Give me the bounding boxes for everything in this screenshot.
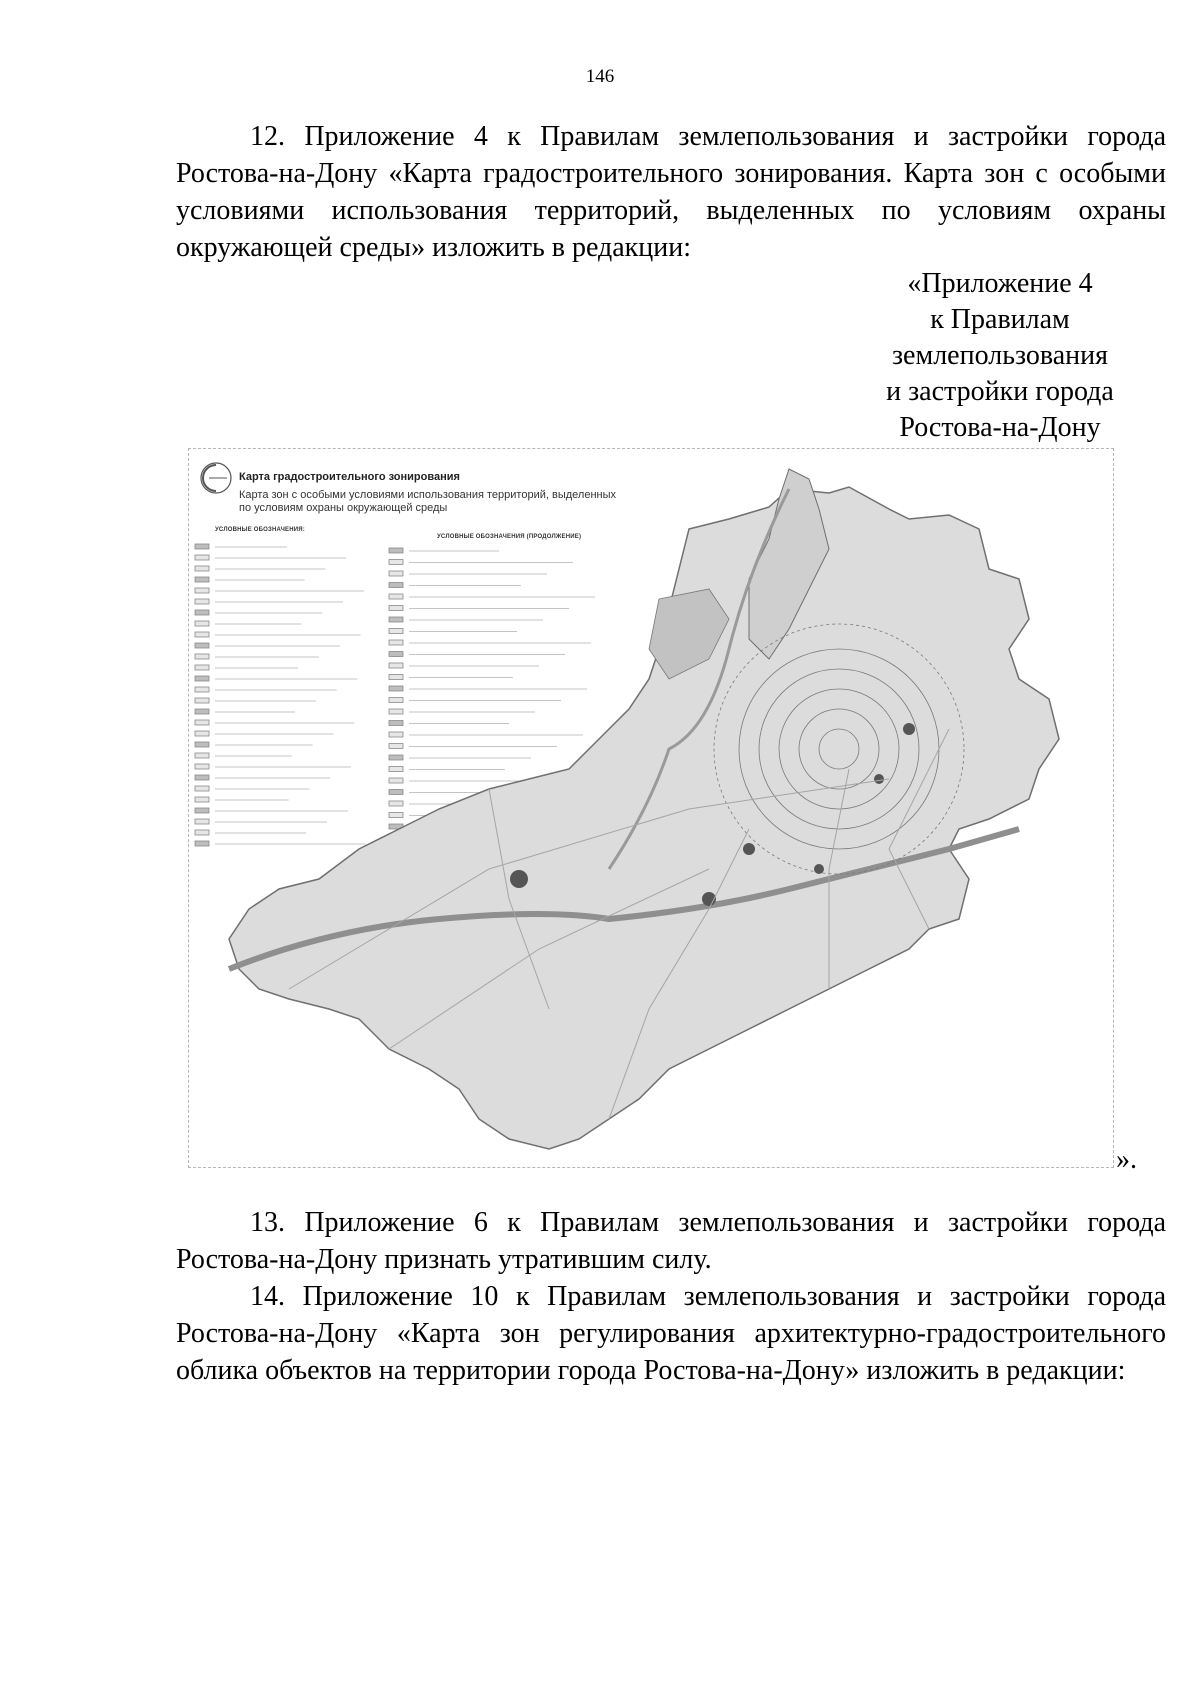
paragraph-13-text: Приложение 6 к Правилам землепользования и застройки города Ростова-на-Дону признать утратившим силу. <box>176 1207 1166 1275</box>
annex-header-line-3: землепользования <box>892 340 1108 371</box>
legend-swatch <box>389 640 403 645</box>
legend-swatch <box>389 571 403 576</box>
legend-swatch <box>195 797 209 802</box>
legend-swatch <box>195 720 209 725</box>
legend-swatch <box>389 594 403 599</box>
legend-swatch <box>195 577 209 582</box>
legend-swatch <box>195 786 209 791</box>
city-territory <box>229 487 1059 1149</box>
annex-header-line-1: «Приложение 4 <box>907 268 1093 299</box>
page-number: 146 <box>585 66 615 87</box>
legend-swatch <box>195 841 209 846</box>
map-drawing <box>189 449 1113 1167</box>
zoning-map-figure <box>188 448 1114 1168</box>
legend-swatch <box>195 621 209 626</box>
annex-header-line-4: и застройки города <box>886 376 1114 407</box>
legend-swatch <box>389 778 403 783</box>
legend-swatch <box>389 755 403 760</box>
legend-swatch <box>389 675 403 680</box>
annex-header-line-5: Ростова-на-Дону <box>899 412 1101 443</box>
legend-swatch <box>195 643 209 648</box>
map-subtitle: Карта зон с особыми условиями использования территорий, выделенных по условиям охраны окружающей среды <box>239 489 616 514</box>
legend-swatch <box>389 583 403 588</box>
legend-swatch <box>389 813 403 818</box>
legend-swatch <box>389 767 403 772</box>
legend-swatch <box>389 617 403 622</box>
legend-swatch <box>195 599 209 604</box>
legend-swatch <box>195 731 209 736</box>
legend-swatch <box>389 698 403 703</box>
legend-swatch <box>195 588 209 593</box>
annex-header <box>840 266 1160 446</box>
closing-quote: ». <box>1116 1144 1137 1175</box>
legend-swatch <box>389 686 403 691</box>
map-title: Карта градостроительного зонирования <box>239 471 460 483</box>
legend-swatch <box>389 709 403 714</box>
legend-swatch <box>195 665 209 670</box>
annex-header-line-2: к Правилам <box>930 304 1070 335</box>
legend-swatch <box>389 801 403 806</box>
paragraph-14-number: 14. <box>250 1281 285 1312</box>
legend-swatch <box>195 676 209 681</box>
legend-swatch <box>195 632 209 637</box>
paragraph-14 <box>176 1278 1166 1389</box>
legend-swatch <box>389 790 403 795</box>
legend-heading-1: УСЛОВНЫЕ ОБОЗНАЧЕНИЯ: <box>215 527 305 533</box>
legend-swatch <box>389 732 403 737</box>
legend-swatch <box>389 652 403 657</box>
legend-swatch <box>389 744 403 749</box>
legend-swatch <box>195 753 209 758</box>
legend-swatch <box>195 544 209 549</box>
legend-swatch <box>389 606 403 611</box>
legend-swatch <box>195 698 209 703</box>
paragraph-12-text: Приложение 4 к Правилам землепользования и застройки города Ростова-на-Дону «Карта градостроительного зонирования. Карта зон с особыми условиями использования территорий, выделенных по условиям охраны окружающей среды» изложить в редакции: <box>176 121 1166 263</box>
paragraph-12 <box>176 118 1166 266</box>
legend-swatch <box>195 775 209 780</box>
paragraph-14-text: Приложение 10 к Правилам землепользования и застройки города Ростова-на-Дону «Карта зон регулирования архитектурно-градостроительного облика объектов на территории города Ростова-на-Дону» изложить в редакции: <box>176 1281 1166 1386</box>
legend-swatch <box>195 566 209 571</box>
legend-swatch <box>195 654 209 659</box>
paragraph-13 <box>176 1204 1166 1278</box>
legend-swatch <box>389 721 403 726</box>
legend-heading-2: УСЛОВНЫЕ ОБОЗНАЧЕНИЯ (ПРОДОЛЖЕНИЕ) <box>437 534 582 540</box>
legend-swatch <box>195 709 209 714</box>
legend-swatch <box>389 663 403 668</box>
legend-swatch <box>389 548 403 553</box>
legend-swatch <box>195 555 209 560</box>
legend-swatch <box>195 742 209 747</box>
legend-swatch <box>195 819 209 824</box>
paragraph-12-number: 12. <box>250 121 285 152</box>
paragraph-13-number: 13. <box>250 1207 285 1238</box>
legend-swatch <box>389 629 403 634</box>
legend-swatch <box>389 560 403 565</box>
legend-swatch <box>195 830 209 835</box>
legend-swatch <box>195 687 209 692</box>
legend-swatch <box>195 764 209 769</box>
legend-column-left <box>195 544 365 846</box>
legend-swatch <box>195 610 209 615</box>
legend-swatch <box>195 808 209 813</box>
